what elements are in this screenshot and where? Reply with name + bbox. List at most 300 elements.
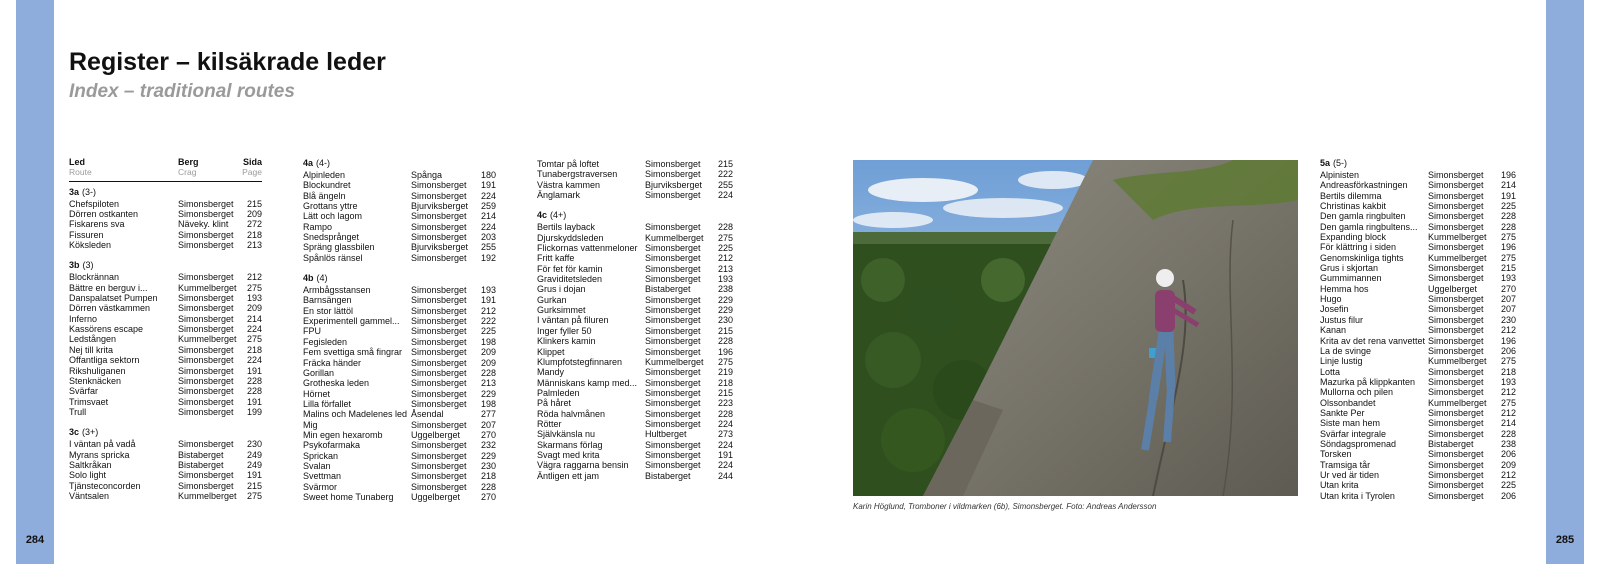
route-name: Äntligen ett jam bbox=[537, 470, 600, 481]
route-page: 224 bbox=[480, 221, 496, 232]
route-crag: Simonsberget bbox=[178, 303, 234, 314]
route-entry bbox=[537, 222, 733, 232]
route-crag: Simonsberget bbox=[1428, 304, 1484, 315]
route-crag: Simonsberget bbox=[1428, 242, 1484, 253]
grade-range: (4-) bbox=[316, 158, 331, 168]
route-name: Inferno bbox=[69, 313, 98, 324]
route-page: 275 bbox=[246, 334, 262, 345]
route-entry bbox=[1320, 367, 1516, 377]
route-page: 193 bbox=[1500, 273, 1516, 284]
route-entry bbox=[69, 230, 262, 240]
route-entry bbox=[1320, 273, 1516, 283]
column-3-groups bbox=[537, 159, 733, 481]
route-crag: Bistaberget bbox=[1428, 438, 1474, 449]
route-page: 213 bbox=[717, 263, 733, 274]
header-crag-en: Crag bbox=[178, 167, 197, 178]
grade-heading bbox=[69, 259, 262, 271]
route-page: 272 bbox=[246, 219, 262, 230]
index-column-1 bbox=[69, 157, 262, 501]
route-page: 196 bbox=[1500, 335, 1516, 346]
route-page: 218 bbox=[717, 377, 733, 388]
route-entry bbox=[1320, 253, 1516, 263]
route-entry bbox=[537, 305, 733, 315]
route-page: 214 bbox=[480, 211, 496, 222]
route-crag: Simonsberget bbox=[178, 324, 234, 335]
route-name: Gummimannen bbox=[1320, 273, 1382, 284]
route-entry bbox=[303, 461, 496, 471]
route-crag: Simonsberget bbox=[178, 386, 234, 397]
grade-label: 5a bbox=[1320, 158, 1331, 168]
route-entry bbox=[1320, 336, 1516, 346]
route-entry bbox=[303, 471, 496, 481]
route-page: 224 bbox=[246, 355, 262, 366]
route-crag: Simonsberget bbox=[645, 439, 701, 450]
route-entry bbox=[303, 482, 496, 492]
route-crag: Simonsberget bbox=[1428, 376, 1484, 387]
route-name: Flickornas vattenmeloner bbox=[537, 243, 638, 254]
route-name: Lotta bbox=[1320, 366, 1341, 377]
route-name: Ur ved är tiden bbox=[1320, 469, 1380, 480]
route-name: Lilla förfallet bbox=[303, 398, 352, 409]
index-column-4 bbox=[1320, 157, 1516, 501]
route-crag: Simonsberget bbox=[178, 209, 234, 220]
route-name: Fiskarens sva bbox=[69, 219, 125, 230]
route-name: På håret bbox=[537, 398, 572, 409]
route-name: Spånlös ränsel bbox=[303, 252, 363, 263]
route-entry bbox=[303, 389, 496, 399]
route-page: 224 bbox=[717, 418, 733, 429]
route-crag: Simonsberget bbox=[1428, 387, 1484, 398]
route-entry bbox=[303, 295, 496, 305]
route-name: Gurksimmet bbox=[537, 305, 586, 316]
route-name: Fritt kaffe bbox=[537, 253, 575, 264]
route-entry bbox=[1320, 346, 1516, 356]
page-title: Register – kilsäkrade leder bbox=[69, 48, 386, 76]
route-page: 193 bbox=[717, 274, 733, 285]
route-entry bbox=[537, 169, 733, 179]
route-entry bbox=[1320, 439, 1516, 449]
route-page: 229 bbox=[480, 450, 496, 461]
route-name: Josefin bbox=[1320, 304, 1349, 315]
route-crag: Simonsberget bbox=[411, 367, 467, 378]
route-page: 275 bbox=[1500, 232, 1516, 243]
route-page: 244 bbox=[717, 470, 733, 481]
route-name: Den gamla ringbultens... bbox=[1320, 221, 1418, 232]
route-name: Inger fyller 50 bbox=[537, 325, 592, 336]
grade-heading bbox=[69, 186, 262, 198]
route-crag: Bjurviksberget bbox=[411, 242, 469, 253]
route-name: Solo light bbox=[69, 470, 107, 481]
route-page: 209 bbox=[480, 357, 496, 368]
route-name: Mullorna och pilen bbox=[1320, 387, 1394, 398]
grade-group bbox=[303, 157, 496, 263]
route-name: Svärfar integrale bbox=[1320, 428, 1387, 439]
route-name: Blockundret bbox=[303, 180, 351, 191]
header-divider bbox=[69, 181, 262, 182]
route-crag: Simonsberget bbox=[645, 367, 701, 378]
route-page: 212 bbox=[717, 253, 733, 264]
route-page: 198 bbox=[480, 336, 496, 347]
route-crag: Simonsberget bbox=[411, 471, 467, 482]
route-name: Hugo bbox=[1320, 294, 1342, 305]
route-entry bbox=[303, 222, 496, 232]
route-name: Vägra raggarna bensin bbox=[537, 460, 629, 471]
route-page: 275 bbox=[717, 356, 733, 367]
route-name: Väntsalen bbox=[69, 490, 110, 501]
route-crag: Simonsberget bbox=[1428, 263, 1484, 274]
route-entry bbox=[69, 460, 262, 470]
grade-label: 3b bbox=[69, 260, 80, 271]
route-entry bbox=[1320, 491, 1516, 501]
route-page: 255 bbox=[480, 242, 496, 253]
route-crag: Simonsberget bbox=[1428, 449, 1484, 460]
route-entry bbox=[1320, 418, 1516, 428]
route-entry bbox=[303, 440, 496, 450]
route-name: Gurkan bbox=[537, 294, 567, 305]
grade-label: 3a bbox=[69, 186, 80, 197]
route-page: 275 bbox=[1500, 397, 1516, 408]
route-crag: Bjurviksberget bbox=[645, 179, 703, 190]
route-name: Justus filur bbox=[1320, 314, 1364, 325]
route-name: Klumpfotstegfinnaren bbox=[537, 356, 623, 367]
route-crag: Simonsberget bbox=[1428, 294, 1484, 305]
route-name: Grottans yttre bbox=[303, 201, 358, 212]
route-name: Saltkråkan bbox=[69, 459, 112, 470]
route-name: Blå ängeln bbox=[303, 190, 346, 201]
grade-range: (3-) bbox=[82, 186, 97, 197]
route-entry bbox=[69, 345, 262, 355]
route-entry bbox=[303, 316, 496, 326]
route-crag: Simonsberget bbox=[411, 232, 467, 243]
route-crag: Kummelberget bbox=[1428, 232, 1487, 243]
route-entry bbox=[303, 358, 496, 368]
route-name: Bertils dilemma bbox=[1320, 190, 1382, 201]
route-name: Utan krita bbox=[1320, 480, 1359, 491]
route-entry bbox=[69, 470, 262, 480]
route-entry bbox=[1320, 387, 1516, 397]
route-crag: Simonsberget bbox=[645, 253, 701, 264]
route-page: 277 bbox=[480, 409, 496, 420]
route-page: 207 bbox=[1500, 304, 1516, 315]
route-page: 228 bbox=[1500, 221, 1516, 232]
route-page: 213 bbox=[246, 240, 262, 251]
route-crag: Simonsberget bbox=[1428, 366, 1484, 377]
route-crag: Simonsberget bbox=[411, 316, 467, 327]
route-entry bbox=[303, 242, 496, 252]
route-page: 218 bbox=[246, 229, 262, 240]
route-name: Hemma hos bbox=[1320, 283, 1369, 294]
route-name: Hörnet bbox=[303, 388, 331, 399]
route-entry bbox=[537, 357, 733, 367]
page-number-right: 285 bbox=[1555, 534, 1575, 546]
route-entry bbox=[537, 460, 733, 470]
route-entry bbox=[537, 243, 733, 253]
page-number-left: 284 bbox=[25, 534, 45, 546]
column-header bbox=[69, 157, 262, 167]
route-name: Grus i skjortan bbox=[1320, 263, 1379, 274]
route-name: Krita av det rena vanvettet bbox=[1320, 335, 1426, 346]
route-crag: Simonsberget bbox=[645, 243, 701, 254]
route-page: 196 bbox=[717, 346, 733, 357]
route-crag: Simonsberget bbox=[178, 240, 234, 251]
route-entry bbox=[303, 337, 496, 347]
route-crag: Kummelberget bbox=[1428, 252, 1487, 263]
route-entry bbox=[69, 376, 262, 386]
route-name: Djurskyddsleden bbox=[537, 232, 604, 243]
route-name: Människans kamp med... bbox=[537, 377, 638, 388]
route-page: 198 bbox=[480, 398, 496, 409]
route-crag: Simonsberget bbox=[1428, 211, 1484, 222]
route-crag: Simonsberget bbox=[1428, 490, 1484, 501]
route-name: För klättring i siden bbox=[1320, 242, 1397, 253]
route-crag: Simonsberget bbox=[178, 229, 234, 240]
route-crag: Näveky. klint bbox=[178, 219, 229, 230]
route-crag: Uggelberget bbox=[1428, 283, 1478, 294]
route-page: 224 bbox=[717, 439, 733, 450]
route-page: 230 bbox=[717, 315, 733, 326]
route-name: Blockrännan bbox=[69, 272, 120, 283]
route-entry bbox=[303, 180, 496, 190]
route-crag: Simonsberget bbox=[411, 440, 467, 451]
route-name: Svalan bbox=[303, 460, 331, 471]
route-name: Tomtar på loftet bbox=[537, 159, 600, 169]
route-crag: Simonsberget bbox=[645, 315, 701, 326]
route-crag: Simonsberget bbox=[178, 365, 234, 376]
header-page-en: Page bbox=[242, 167, 262, 178]
route-page: 212 bbox=[1500, 387, 1516, 398]
route-page: 206 bbox=[1500, 449, 1516, 460]
route-crag: Simonsberget bbox=[178, 375, 234, 386]
grade-heading bbox=[537, 209, 733, 221]
route-name: Genomskinliga tights bbox=[1320, 252, 1404, 263]
route-crag: Kummelberget bbox=[1428, 356, 1487, 367]
route-name: Expanding block bbox=[1320, 232, 1387, 243]
route-entry bbox=[537, 159, 733, 169]
route-page: 193 bbox=[480, 285, 496, 296]
route-name: Västra kammen bbox=[537, 179, 601, 190]
column-1-groups bbox=[69, 186, 262, 502]
route-entry bbox=[1320, 242, 1516, 252]
route-name: Alpinisten bbox=[1320, 170, 1360, 180]
route-crag: Simonsberget bbox=[411, 419, 467, 430]
route-crag: Simonsberget bbox=[1428, 407, 1484, 418]
route-crag: Bistaberget bbox=[178, 449, 224, 460]
route-entry bbox=[69, 407, 262, 417]
route-page: 207 bbox=[1500, 294, 1516, 305]
route-entry bbox=[1320, 263, 1516, 273]
grade-range: (4) bbox=[316, 273, 328, 284]
route-entry bbox=[1320, 377, 1516, 387]
grade-range: (3) bbox=[82, 260, 94, 271]
route-name: Trimsvaet bbox=[69, 396, 109, 407]
route-name: Armbågsstansen bbox=[303, 285, 371, 296]
route-crag: Simonsberget bbox=[411, 347, 467, 358]
route-page: 230 bbox=[1500, 314, 1516, 325]
route-name: FPU bbox=[303, 326, 321, 337]
column-header-english bbox=[69, 167, 262, 177]
route-crag: Kummelberget bbox=[645, 232, 704, 243]
route-page: 228 bbox=[1500, 211, 1516, 222]
route-entry bbox=[303, 285, 496, 295]
route-crag: Simonsberget bbox=[178, 313, 234, 324]
route-name: Fissuren bbox=[69, 229, 104, 240]
route-page: 249 bbox=[246, 459, 262, 470]
route-entry bbox=[537, 367, 733, 377]
route-page: 222 bbox=[717, 169, 733, 180]
route-page: 230 bbox=[246, 439, 262, 450]
route-entry bbox=[69, 334, 262, 344]
route-entry bbox=[69, 272, 262, 282]
route-page: 228 bbox=[1500, 428, 1516, 439]
route-page: 199 bbox=[246, 406, 262, 417]
route-crag: Simonsberget bbox=[645, 346, 701, 357]
route-entry bbox=[69, 450, 262, 460]
route-crag: Bistaberget bbox=[178, 459, 224, 470]
route-entry bbox=[303, 368, 496, 378]
route-name: Klinkers kamin bbox=[537, 336, 596, 347]
route-page: 218 bbox=[246, 344, 262, 355]
route-page: 255 bbox=[717, 179, 733, 190]
route-name: Mig bbox=[303, 419, 318, 430]
route-entry bbox=[69, 397, 262, 407]
route-crag: Simonsberget bbox=[645, 263, 701, 274]
route-name: Rötter bbox=[537, 418, 562, 429]
right-page-edge-bar bbox=[1546, 0, 1584, 564]
route-page: 238 bbox=[1500, 438, 1516, 449]
route-crag: Simonsberget bbox=[178, 198, 234, 209]
page-subtitle: Index – traditional routes bbox=[69, 81, 295, 102]
route-name: Chefspiloten bbox=[69, 198, 120, 209]
route-entry bbox=[69, 355, 262, 365]
route-name: Dörren västkammen bbox=[69, 303, 151, 314]
route-name: Danspalatset Pumpen bbox=[69, 293, 158, 304]
route-crag: Simonsberget bbox=[645, 377, 701, 388]
route-crag: Simonsberget bbox=[645, 460, 701, 471]
route-crag: Simonsberget bbox=[411, 336, 467, 347]
route-entry bbox=[1320, 315, 1516, 325]
route-crag: Kummelberget bbox=[178, 282, 237, 293]
route-crag: Bistaberget bbox=[645, 470, 691, 481]
route-entry bbox=[69, 386, 262, 396]
route-page: 191 bbox=[717, 449, 733, 460]
route-name: Christinas kakbit bbox=[1320, 201, 1387, 212]
route-name: Kassörens escape bbox=[69, 324, 144, 335]
route-page: 222 bbox=[480, 316, 496, 327]
route-crag: Simonsberget bbox=[411, 357, 467, 368]
route-name: Torsken bbox=[1320, 449, 1352, 460]
route-name: Rikshuliganen bbox=[69, 365, 126, 376]
route-name: Andreasförkastningen bbox=[1320, 180, 1408, 191]
index-column-2 bbox=[303, 157, 496, 502]
route-crag: Simonsberget bbox=[178, 439, 234, 450]
header-crag: Berg bbox=[178, 157, 199, 167]
route-entry bbox=[69, 219, 262, 229]
route-page: 192 bbox=[480, 252, 496, 263]
route-crag: Simonsberget bbox=[645, 418, 701, 429]
route-page: 228 bbox=[717, 408, 733, 419]
route-crag: Simonsberget bbox=[178, 293, 234, 304]
route-crag: Simonsberget bbox=[645, 305, 701, 316]
route-entry bbox=[537, 471, 733, 481]
route-page: 228 bbox=[246, 386, 262, 397]
route-crag: Simonsberget bbox=[1428, 201, 1484, 212]
grade-group bbox=[69, 259, 262, 417]
route-entry bbox=[1320, 408, 1516, 418]
route-name: Röda halvmånen bbox=[537, 408, 606, 419]
route-name: Tjänsteconcorden bbox=[69, 480, 141, 491]
route-entry bbox=[69, 481, 262, 491]
route-name: Psykofarmaka bbox=[303, 440, 361, 451]
route-crag: Simonsberget bbox=[1428, 418, 1484, 429]
route-entry bbox=[69, 324, 262, 334]
route-crag: Bjurviksberget bbox=[411, 201, 469, 212]
route-crag: Simonsberget bbox=[1428, 469, 1484, 480]
route-page: 215 bbox=[1500, 263, 1516, 274]
route-crag: Simonsberget bbox=[1428, 221, 1484, 232]
route-name: Söndagspromenad bbox=[1320, 438, 1397, 449]
route-crag: Simonsberget bbox=[411, 252, 467, 263]
route-page: 213 bbox=[480, 378, 496, 389]
route-page: 224 bbox=[246, 324, 262, 335]
route-name: Fem svettiga små fingrar bbox=[303, 347, 403, 358]
route-page: 206 bbox=[1500, 490, 1516, 501]
route-page: 228 bbox=[480, 481, 496, 492]
route-name: Bertils layback bbox=[537, 222, 596, 233]
route-page: 191 bbox=[246, 365, 262, 376]
route-name: Graviditetsleden bbox=[537, 274, 603, 285]
route-entry bbox=[537, 336, 733, 346]
route-page: 224 bbox=[717, 190, 733, 201]
route-page: 206 bbox=[1500, 345, 1516, 356]
route-name: Min egen hexaromb bbox=[303, 429, 383, 440]
grade-label: 4b bbox=[303, 273, 314, 284]
grade-label: 4c bbox=[537, 210, 548, 221]
route-entry bbox=[69, 209, 262, 219]
route-page: 191 bbox=[1500, 190, 1516, 201]
route-name: Den gamla ringbulten bbox=[1320, 211, 1406, 222]
route-entry bbox=[537, 347, 733, 357]
route-entry bbox=[303, 191, 496, 201]
route-entry bbox=[537, 253, 733, 263]
route-page: 215 bbox=[246, 480, 262, 491]
route-entry bbox=[1320, 201, 1516, 211]
route-name: Svärmor bbox=[303, 481, 338, 492]
route-page: 270 bbox=[480, 429, 496, 440]
route-crag: Simonsberget bbox=[645, 449, 701, 460]
route-entry bbox=[537, 274, 733, 284]
header-page: Sida bbox=[242, 157, 262, 167]
route-page: 229 bbox=[717, 294, 733, 305]
route-name: Kanan bbox=[1320, 325, 1347, 336]
route-entry bbox=[69, 366, 262, 376]
route-page: 193 bbox=[246, 293, 262, 304]
route-entry bbox=[1320, 449, 1516, 459]
route-name: Köksleden bbox=[69, 240, 112, 251]
route-entry bbox=[1320, 470, 1516, 480]
route-page: 225 bbox=[717, 243, 733, 254]
route-page: 228 bbox=[246, 375, 262, 386]
route-name: En stor lättöl bbox=[303, 305, 354, 316]
route-entry bbox=[537, 233, 733, 243]
route-page: 196 bbox=[1500, 170, 1516, 180]
route-crag: Simonsberget bbox=[411, 211, 467, 222]
route-page: 180 bbox=[480, 170, 496, 180]
route-crag: Simonsberget bbox=[645, 190, 701, 201]
route-page: 207 bbox=[480, 419, 496, 430]
route-entry bbox=[303, 253, 496, 263]
route-name: Linje lustig bbox=[1320, 356, 1363, 367]
route-entry bbox=[537, 284, 733, 294]
